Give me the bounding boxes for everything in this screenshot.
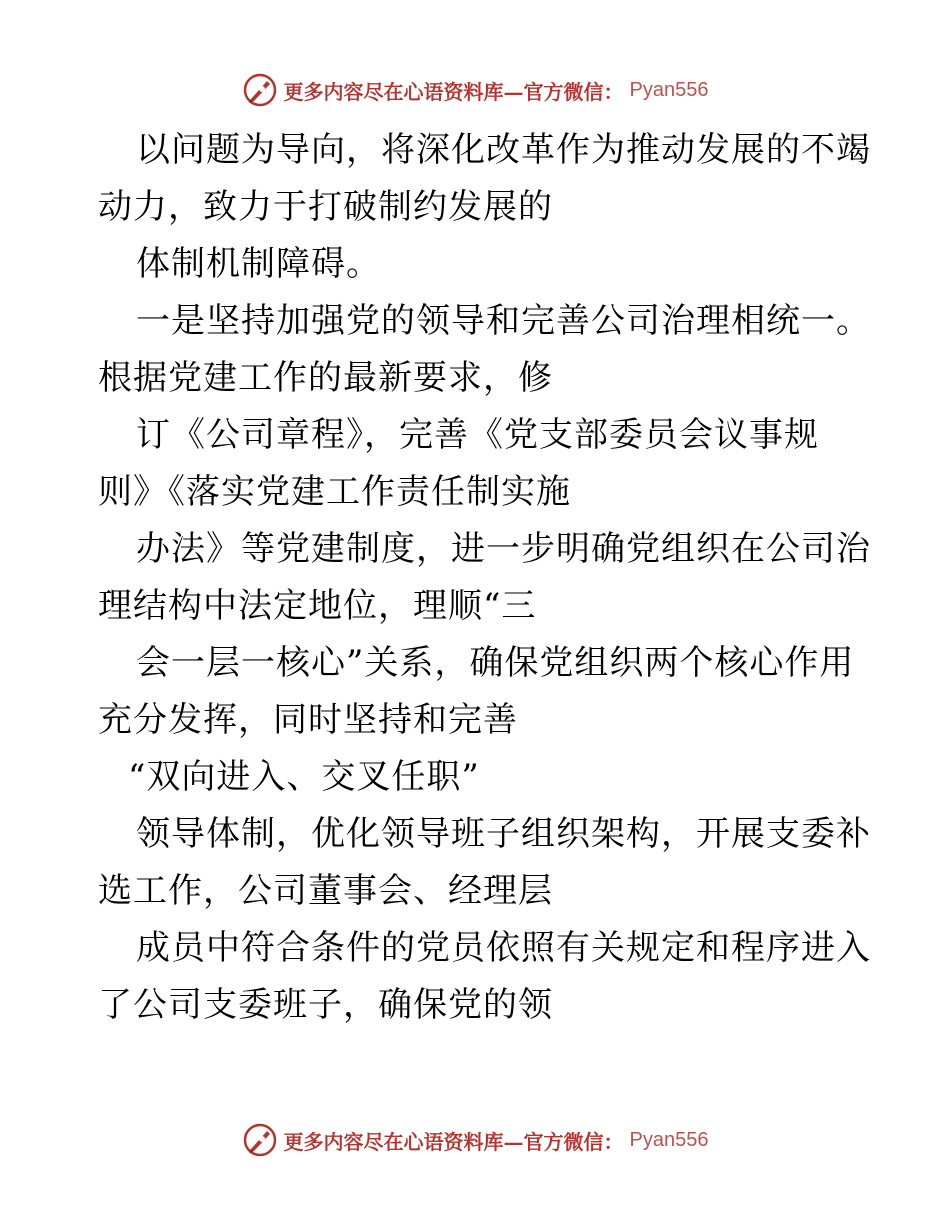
header-watermark <box>0 70 950 110</box>
paragraph-line: 充分发挥，同时坚持和完善 <box>98 700 518 740</box>
paragraph-line: 一是坚持加强党的领导和完善公司治理相统一。 <box>136 301 871 341</box>
paragraph-line: 理结构中法定地位，理顺“三 <box>98 586 537 626</box>
document-body <box>98 122 871 1034</box>
paragraph-line: 了公司支委班子，确保党的领 <box>98 985 553 1025</box>
pen-logo-icon <box>242 72 278 108</box>
paragraph-line: 办法》等党建制度，进一步明确党组织在公司治 <box>136 529 871 569</box>
pen-logo-icon <box>242 1122 278 1158</box>
paragraph-line: “双向进入、交叉任职” <box>128 757 480 797</box>
paragraph-line: 成员中符合条件的党员依照有关规定和程序进入 <box>136 928 871 968</box>
paragraph-line: 动力，致力于打破制约发展的 <box>98 187 553 227</box>
paragraph-line: 领导体制，优化领导班子组织架构，开展支委补 <box>136 814 871 854</box>
paragraph-line: 会一层一核心”关系，确保党组织两个核心作用 <box>136 643 855 683</box>
paragraph-line: 订《公司章程》，完善《党支部委员会议事规 <box>136 415 819 455</box>
paragraph-line: 选工作，公司董事会、经理层 <box>98 871 553 911</box>
footer-watermark <box>0 1120 950 1160</box>
paragraph-line: 体制机制障碍。 <box>136 244 381 284</box>
watermark-wechat-id: Pyan556 <box>629 78 709 101</box>
watermark-text: 更多内容尽在心语资料库—官方微信： <box>283 1129 624 1154</box>
watermark-wechat-id: Pyan556 <box>629 1128 709 1151</box>
paragraph-line: 以问题为导向，将深化改革作为推动发展的不竭 <box>136 130 871 170</box>
watermark-text: 更多内容尽在心语资料库—官方微信： <box>283 79 624 104</box>
paragraph-line: 根据党建工作的最新要求，修 <box>98 358 553 398</box>
paragraph-line: 则》《落实党建工作责任制实施 <box>98 472 571 512</box>
